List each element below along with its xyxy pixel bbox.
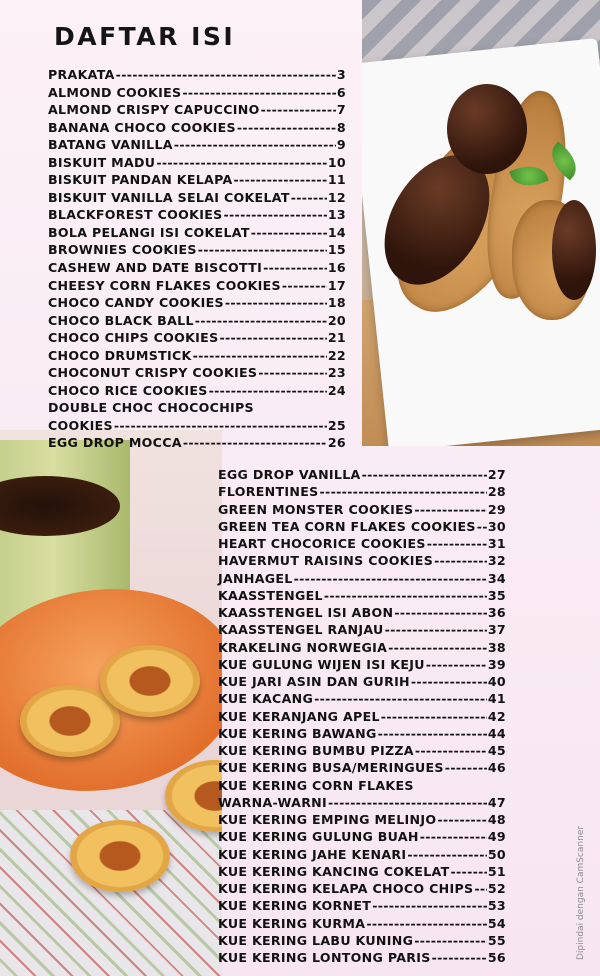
dot-leader [378,725,487,742]
dot-leader [474,880,486,897]
dot-leader [407,846,487,863]
dot-leader [388,639,487,656]
dot-leader [234,171,327,189]
toc-entry [48,101,346,119]
toc-entry [218,759,506,776]
entry-title: KUE JARI ASIN DAN GURIH [218,674,410,689]
page-number: 22 [327,347,346,363]
entry-title: CHOCO CHIPS COOKIES [48,330,219,346]
page-number: 48 [487,812,506,827]
dot-leader [195,312,327,330]
entry-title: HEART CHOCORICE COOKIES [218,536,426,551]
entry-title: KUE KERING EMPING MELINJO [218,812,437,827]
dot-leader [451,863,487,880]
toc-entry [218,932,506,949]
dot-leader [263,259,327,277]
entry-title: KRAKELING NORWEGIA [218,639,388,655]
toc-entry [48,84,346,102]
dot-leader [258,364,327,382]
dot-leader [394,604,487,621]
toc-entry [218,501,506,518]
toc-entry [218,604,506,621]
dot-leader [414,932,487,949]
page-number: 11 [327,172,346,188]
dot-leader [314,690,487,707]
toc-entry [48,206,346,224]
entry-title: GREEN TEA CORN FLAKES COOKIES [218,518,476,534]
toc-entry [218,811,506,828]
pineapple-tarts-photo [0,430,222,976]
entry-title: ALMOND COOKIES [48,84,182,100]
entry-title: DOUBLE CHOC CHOCOCHIPS [48,400,254,416]
dot-leader [237,119,336,137]
toc-entry [48,189,346,207]
entry-title: JANHAGEL [218,570,293,586]
page-number: 20 [327,312,346,328]
entry-title: BATANG VANILLA [48,137,173,153]
page-number: 55 [487,932,506,948]
entry-title: KUE KERING KORNET [218,898,372,914]
entry-title: CHOCO CANDY COOKIES [48,295,224,311]
dot-leader [198,241,327,259]
entry-title: WARNA-WARNI [218,794,328,810]
dot-leader [415,742,487,759]
page-number: 56 [487,950,506,965]
pineapple-tart [70,820,170,892]
page-number: 15 [327,242,346,258]
toc-entry [218,673,506,690]
toc-entry [48,241,346,259]
entry-title: KUE KERING KANCING COKELAT [218,863,450,879]
toc-entry [48,136,346,154]
page-number: 44 [487,725,506,741]
toc-entry [218,535,506,552]
toc-entry [218,846,506,863]
entry-title: KAASSTENGEL RANJAU [218,622,384,638]
dot-leader [156,154,327,172]
toc-entry [48,119,346,137]
dot-leader [434,552,487,569]
entry-title: EGG DROP VANILLA [218,467,361,482]
dot-leader [366,915,487,932]
entry-title: KAASSTENGEL [218,587,323,603]
dot-leader [445,759,487,776]
dot-leader [381,708,487,725]
entry-title: EGG DROP MOCCA [48,435,182,451]
page-number: 27 [487,467,506,482]
dot-leader [182,84,336,102]
entry-title: BISKUIT VANILLA SELAI COKELAT [48,189,290,205]
dot-leader [261,101,336,119]
entry-title: KUE KERANJANG APEL [218,708,380,724]
toc-entry [48,294,346,312]
page-number: 45 [487,743,506,758]
page-number: 32 [487,553,506,569]
entry-title: PRAKATA [48,67,115,82]
page-number: 30 [487,518,506,534]
toc-entry [48,399,346,417]
page-number: 10 [327,154,346,170]
page-number: 31 [487,536,506,551]
toc-entry [218,552,506,569]
toc-entry [218,949,506,966]
chocolate-coating [552,200,596,300]
toc-entry [218,794,506,811]
page-number: 3 [336,67,346,82]
entry-title: ALMOND CRISPY CAPUCCINO [48,102,260,118]
toc-entry [48,417,346,435]
page-number: 23 [327,365,346,381]
dot-leader [426,656,487,673]
entry-title: CHOCO RICE COOKIES [48,382,208,398]
page-number: 40 [487,674,506,689]
dot-leader [219,329,326,347]
dot-leader [427,535,487,552]
entry-title: KUE KERING KELAPA CHOCO CHIPS [218,881,474,896]
dot-leader [294,570,487,587]
page-number: 16 [327,260,346,276]
page-number: 13 [327,207,346,223]
entry-title: CHOCONUT CRISPY COOKIES [48,365,258,381]
page-number: 6 [336,84,346,100]
toc-entry [218,828,506,845]
toc-entry [48,66,346,84]
dot-leader [385,621,487,638]
entry-title: CHOCO DRUMSTICK [48,347,192,363]
toc-entry [218,466,506,483]
toc-entry [48,364,346,382]
toc-entry [48,259,346,277]
page-number: 52 [487,881,506,896]
entry-title: GREEN MONSTER COOKIES [218,501,414,517]
dot-leader [174,136,336,154]
toc-entry [48,329,346,347]
entry-title: KUE KERING KURMA [218,915,366,931]
dot-leader [328,794,487,811]
entry-title: CHEESY CORN FLAKES COOKIES [48,277,281,293]
dot-leader [209,382,327,400]
entry-title: CHOCO BLACK BALL [48,312,194,328]
dot-leader [116,66,336,84]
entry-title: BISKUIT MADU [48,154,156,170]
toc-entry [218,742,506,759]
entry-title: KUE KERING LONTONG PARIS [218,950,431,965]
entry-title: BOLA PELANGI ISI COKELAT [48,224,250,240]
entry-title: KUE KERING JAHE KENARI [218,846,407,862]
toc-entry [218,690,506,707]
toc-entry [218,621,506,638]
toc-entry [218,725,506,742]
entry-title: CASHEW AND DATE BISCOTTI [48,260,263,276]
dot-leader [432,949,487,966]
toc-entry [48,434,346,452]
toc-title: DAFTAR ISI [54,22,236,51]
dot-leader [183,434,327,452]
page-number: 47 [487,794,506,810]
dot-leader [477,518,487,535]
entry-title: KUE KERING CORN FLAKES [218,777,414,793]
dot-leader [251,224,327,242]
toc-entry [48,277,346,295]
dot-leader [291,189,327,207]
entry-title: KUE KERING GULUNG BUAH [218,829,419,845]
page-number: 34 [487,570,506,586]
page-number: 28 [487,484,506,500]
page-number: 51 [487,863,506,879]
toc-entry [48,224,346,242]
toc-entry [218,587,506,604]
dot-leader [437,811,487,828]
entry-title: KUE KERING BUSA/MERINGUES [218,760,444,776]
dot-leader [224,206,327,224]
page-number: 36 [487,605,506,620]
page-number: 24 [327,382,346,398]
entry-title: BANANA CHOCO COOKIES [48,119,236,135]
entry-title: BROWNIES COOKIES [48,242,197,258]
dot-leader [362,466,487,483]
dot-leader [414,501,486,518]
page-number: 37 [487,622,506,638]
page-number: 18 [327,295,346,311]
toc-entry [218,777,506,794]
page-number: 35 [487,587,506,603]
chocolate-coating [447,84,527,174]
entry-title: HAVERMUT RAISINS COOKIES [218,553,434,569]
page-number: 9 [336,137,346,153]
page-number: 7 [336,102,346,118]
toc-entry [48,171,346,189]
dot-leader [420,828,487,845]
dot-leader [193,347,327,365]
toc-entry [218,897,506,914]
page-number: 29 [487,501,506,517]
toc-column-1 [48,66,346,452]
toc-entry [218,656,506,673]
page-number: 25 [327,417,346,433]
dot-leader [225,294,327,312]
pineapple-tart [100,645,200,717]
entry-title: KUE KERING LABU KUNING [218,932,414,948]
entry-title: BLACKFOREST COOKIES [48,207,223,223]
entry-title: KUE GULUNG WIJEN ISI KEJU [218,656,425,672]
page-number: 8 [336,119,346,135]
toc-entry [48,382,346,400]
entry-title: KUE KERING BAWANG [218,725,377,741]
page-number: 12 [327,189,346,205]
toc-entry [218,863,506,880]
chocolate-dipped-cookies-photo [362,0,600,446]
page-number: 49 [487,829,506,845]
entry-title: BISKUIT PANDAN KELAPA [48,172,233,188]
dot-leader [411,673,487,690]
dot-leader [372,897,487,914]
page-number: 21 [327,330,346,346]
page-number: 42 [487,708,506,724]
entry-title: KUE KERING BUMBU PIZZA [218,743,414,758]
toc-entry [48,347,346,365]
page-number: 54 [487,915,506,931]
entry-title: KUE KACANG [218,691,314,707]
page-number: 41 [487,691,506,707]
toc-column-2 [218,466,506,966]
dot-leader [320,483,487,500]
toc-entry [218,915,506,932]
toc-entry [218,518,506,535]
scanner-watermark: Dipindai dengan CamScanner [576,825,586,960]
page-number: 50 [487,846,506,862]
toc-entry [218,570,506,587]
entry-title: COOKIES [48,417,113,433]
toc-entry [218,639,506,656]
toc-entry [218,880,506,897]
toc-entry [218,483,506,500]
dot-leader [324,587,487,604]
page-number: 26 [327,435,346,451]
page-number: 39 [487,656,506,672]
toc-entry [48,312,346,330]
toc-entry [218,708,506,725]
toc-entry [48,154,346,172]
page-number: 38 [487,639,506,655]
page-number: 46 [487,760,506,776]
page-number: 17 [327,277,346,293]
entry-title: FLORENTINES [218,484,319,500]
dot-leader [114,417,327,435]
page-number: 53 [487,898,506,914]
entry-title: KAASSTENGEL ISI ABON [218,605,394,620]
page-number: 14 [327,224,346,240]
dot-leader [282,277,327,295]
